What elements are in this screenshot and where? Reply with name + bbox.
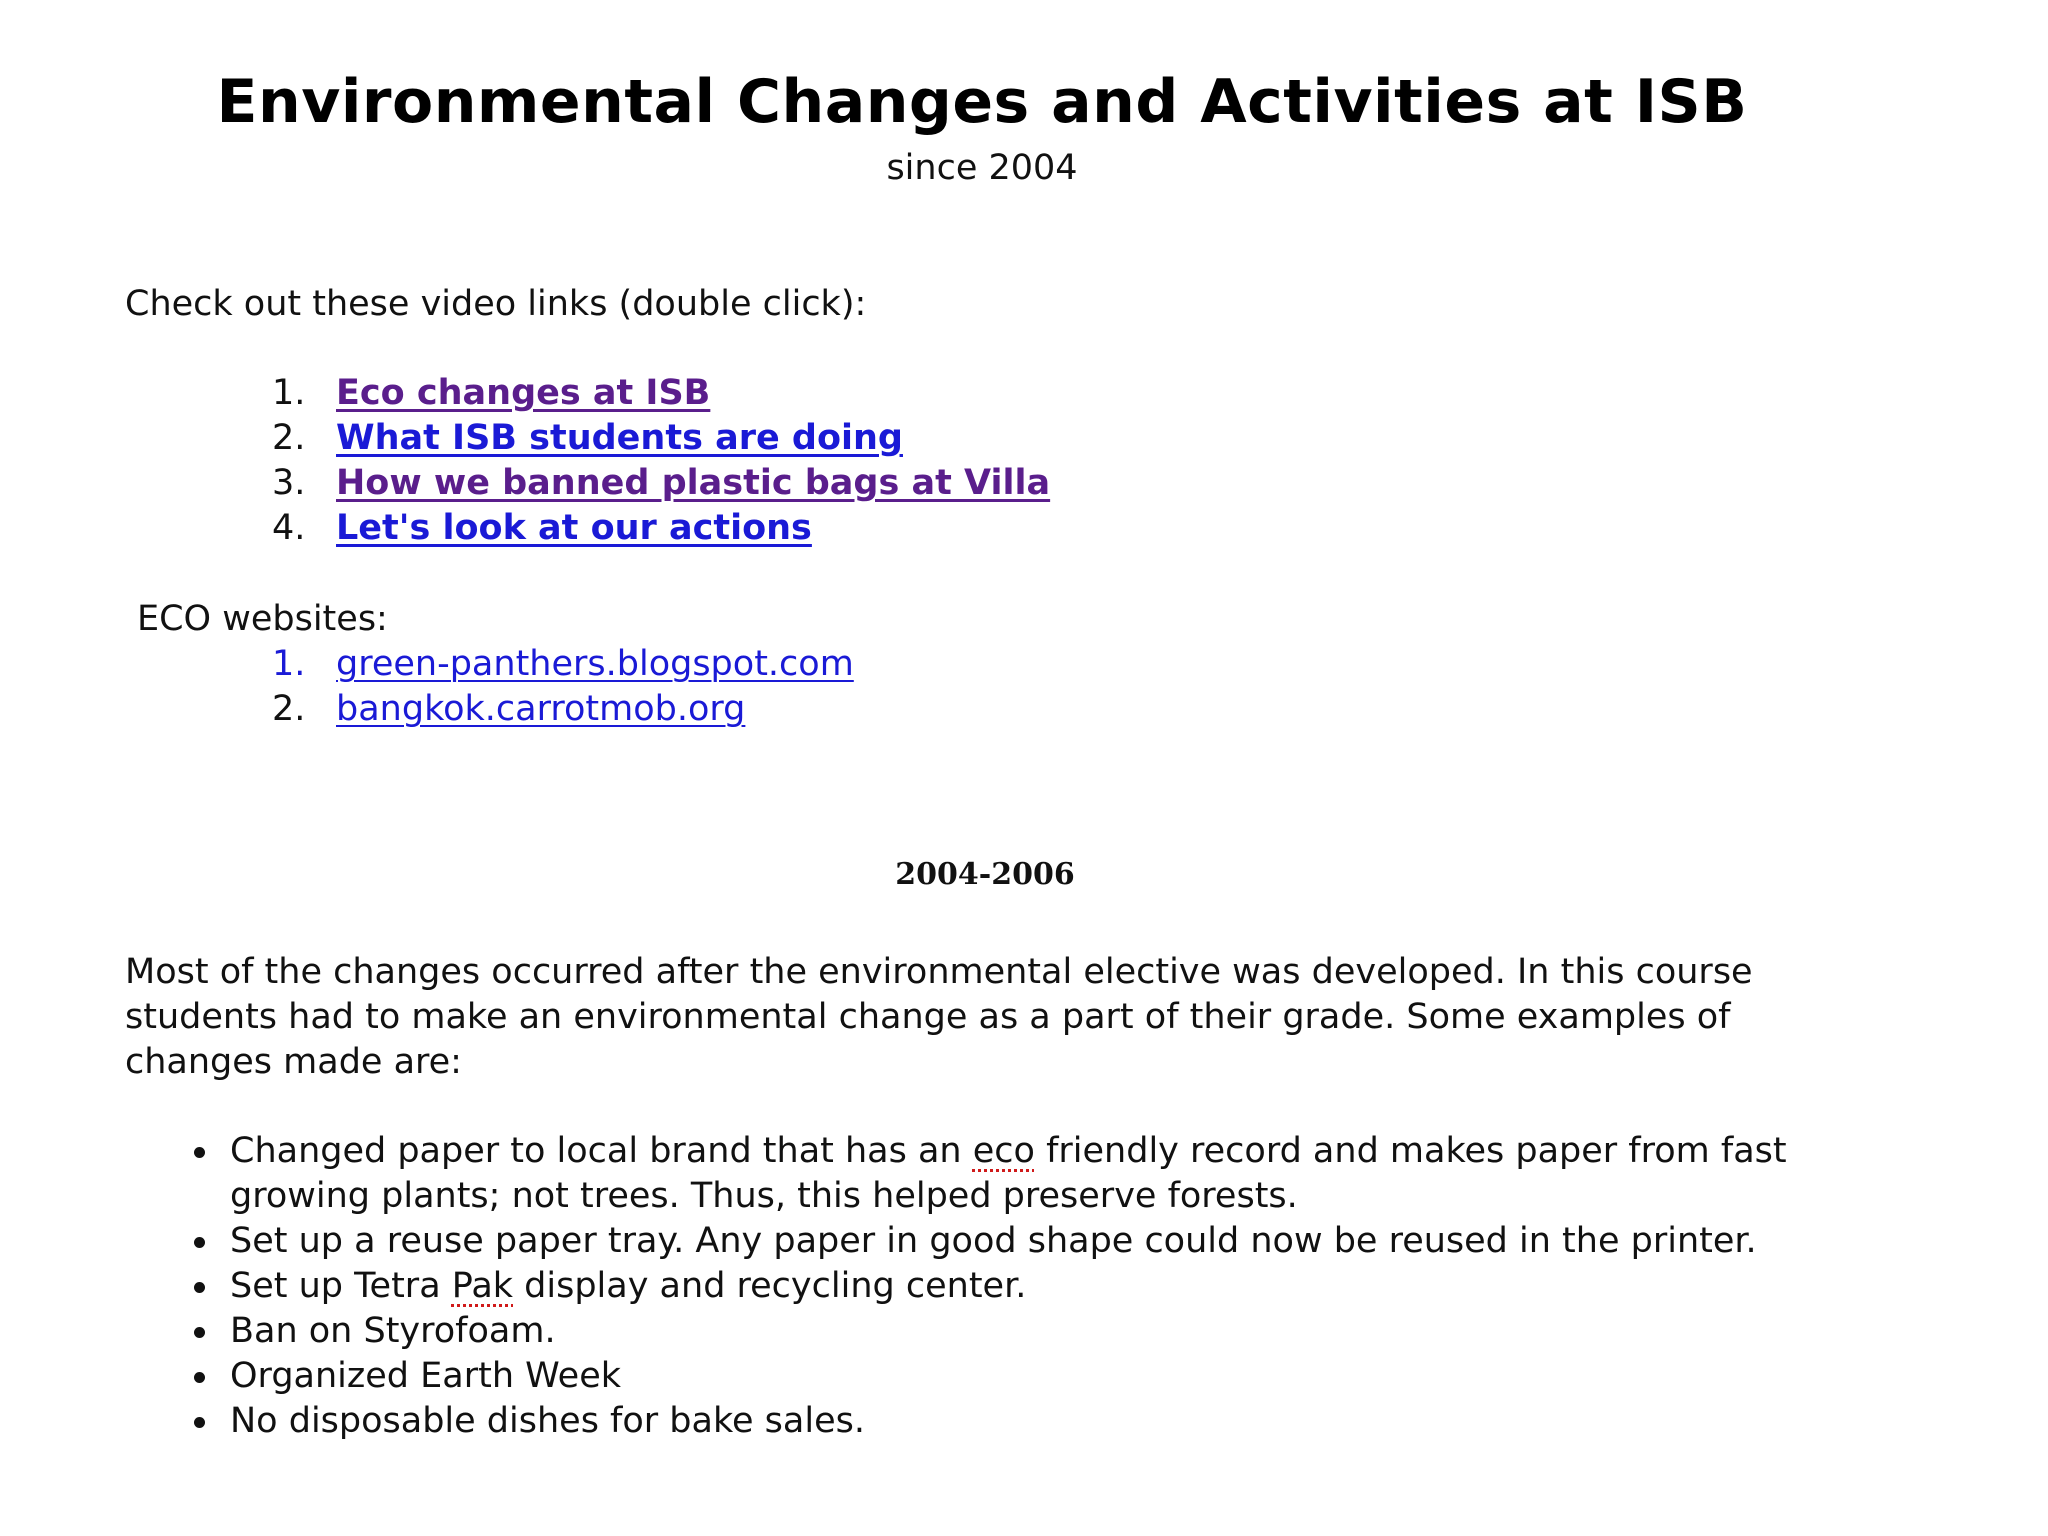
bullet-text: Set up Tetra <box>230 1266 452 1306</box>
website-link-green-panthers[interactable]: green-panthers.blogspot.com <box>336 644 854 684</box>
page-title: Environmental Changes and Activities at ISB <box>216 67 1748 137</box>
section-intro-paragraph: Most of the changes occurred after the environmental elective was developed. In this course students had to make an environmental change as a part of their grade. Some examples of changes made are: <box>125 952 1753 1082</box>
list-item <box>272 371 1050 416</box>
spellcheck-word: Pak <box>451 1266 514 1306</box>
list-item: No disposable dishes for bake sales. <box>190 1399 1830 1444</box>
bullet-text: display and recycling center. <box>513 1266 1027 1306</box>
list-item: Ban on Styrofoam. <box>190 1309 1830 1354</box>
list-item <box>190 1129 1830 1219</box>
bullet-text: friendly record and makes paper from fast growing plants; not trees. Thus, this helped preserve forests. <box>230 1131 1787 1216</box>
video-link-our-actions[interactable]: Let's look at our actions <box>336 508 812 548</box>
changes-list <box>190 1129 1830 1444</box>
website-link-carrotmob[interactable]: bangkok.carrotmob.org <box>336 689 746 729</box>
page-subtitle: since 2004 <box>886 148 1078 188</box>
list-item <box>272 416 1050 461</box>
list-item <box>272 461 1050 506</box>
video-link-eco-changes[interactable]: Eco changes at ISB <box>336 373 711 413</box>
list-item: Organized Earth Week <box>190 1354 1830 1399</box>
eco-websites-list <box>272 642 854 732</box>
list-number: 2. <box>272 418 306 458</box>
list-item <box>190 1264 1830 1309</box>
video-link-students-doing[interactable]: What ISB students are doing <box>336 418 903 458</box>
list-number: 3. <box>272 463 306 503</box>
video-links-intro: Check out these video links (double click): <box>125 284 867 324</box>
video-links-list <box>272 371 1050 551</box>
eco-websites-intro: ECO websites: <box>137 599 388 639</box>
list-item <box>272 506 1050 551</box>
list-number: 1. <box>272 644 306 684</box>
list-number: 4. <box>272 508 306 548</box>
list-item: Set up a reuse paper tray. Any paper in good shape could now be reused in the printer. <box>190 1219 1830 1264</box>
list-number: 2. <box>272 689 306 729</box>
list-item <box>272 687 854 732</box>
video-link-plastic-bags[interactable]: How we banned plastic bags at Villa <box>336 463 1051 503</box>
bullet-text: Changed paper to local brand that has an <box>230 1131 973 1171</box>
list-number: 1. <box>272 373 306 413</box>
spellcheck-word: eco <box>972 1131 1035 1171</box>
section-heading: 2004-2006 <box>895 857 1075 892</box>
list-item <box>272 642 854 687</box>
